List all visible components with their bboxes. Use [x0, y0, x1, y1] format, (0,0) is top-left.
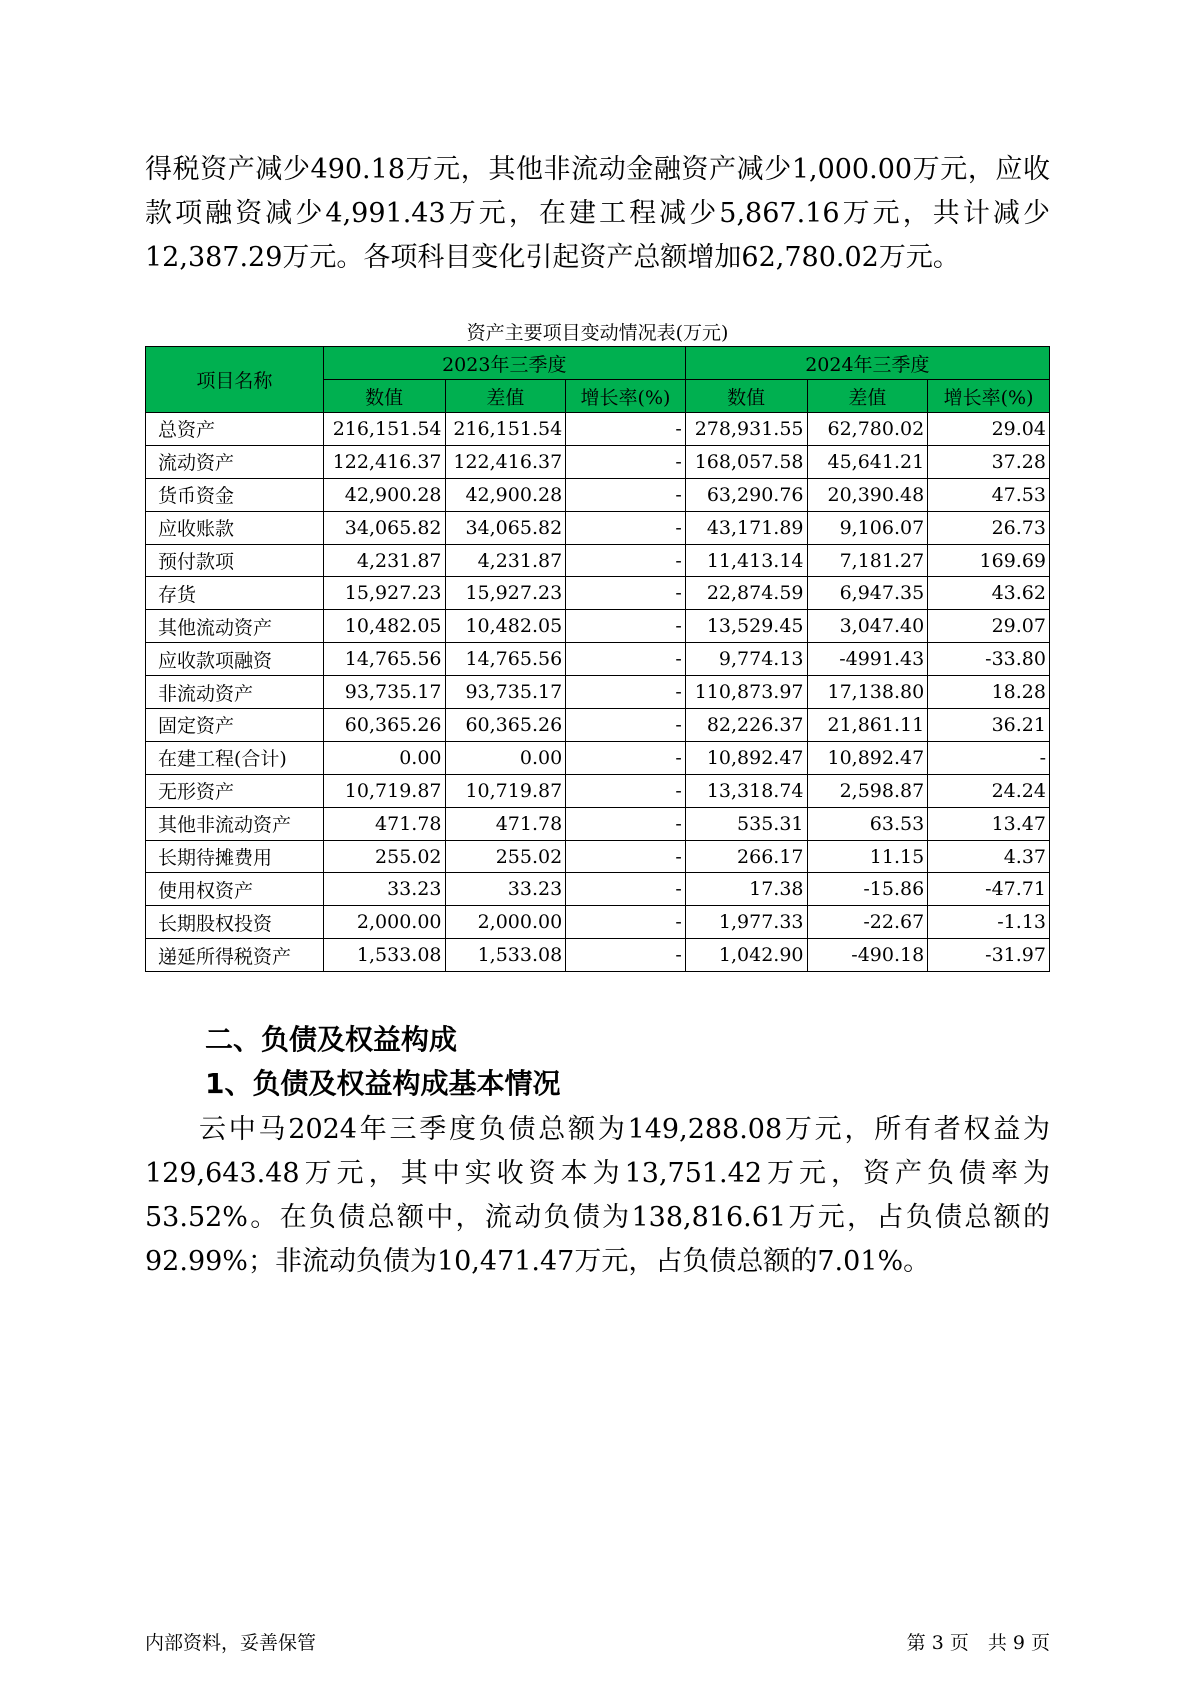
row-value-cell: 82,226.37: [685, 709, 807, 742]
table-row: [146, 906, 1050, 939]
header-period-2024q3: 2024年三季度: [685, 347, 1049, 380]
row-value-cell: -: [566, 709, 686, 742]
row-value-cell: -4991.43: [807, 643, 928, 676]
table-row: [146, 643, 1050, 676]
row-value-cell: -: [566, 906, 686, 939]
table-row: [146, 709, 1050, 742]
row-value-cell: 18.28: [928, 676, 1050, 709]
row-value-cell: 0.00: [445, 741, 566, 774]
row-value-cell: 60,365.26: [445, 709, 566, 742]
row-value-cell: 169.69: [928, 544, 1050, 577]
row-value-cell: -33.80: [928, 643, 1050, 676]
row-value-cell: -490.18: [807, 939, 928, 972]
row-value-cell: 1,042.90: [685, 939, 807, 972]
row-value-cell: -: [566, 741, 686, 774]
row-value-cell: -: [566, 511, 686, 544]
row-value-cell: 14,765.56: [445, 643, 566, 676]
row-item-name: 总资产: [146, 413, 324, 446]
row-value-cell: 63.53: [807, 807, 928, 840]
row-value-cell: 10,482.05: [445, 610, 566, 643]
row-value-cell: 535.31: [685, 807, 807, 840]
row-value-cell: 17,138.80: [807, 676, 928, 709]
row-item-name: 其他非流动资产: [146, 807, 324, 840]
row-item-name: 长期股权投资: [146, 906, 324, 939]
footer-confidential-note: 内部资料，妥善保管: [145, 1632, 317, 1654]
row-value-cell: 42,900.28: [323, 478, 445, 511]
header-value-2023: 数值: [323, 380, 445, 413]
row-value-cell: 216,151.54: [323, 413, 445, 446]
table-row: [146, 445, 1050, 478]
row-value-cell: 15,927.23: [445, 577, 566, 610]
header-diff-2024: 差值: [807, 380, 928, 413]
table-row: [146, 939, 1050, 972]
row-value-cell: -: [566, 643, 686, 676]
row-value-cell: 45,641.21: [807, 445, 928, 478]
header-value-2024: 数值: [685, 380, 807, 413]
row-value-cell: 266.17: [685, 840, 807, 873]
row-item-name: 在建工程(合计): [146, 741, 324, 774]
row-value-cell: 2,000.00: [323, 906, 445, 939]
body-paragraph-bottom: 云中马2024年三季度负债总额为149,288.08万元，所有者权益为129,643.48万元，其中实收资本为13,751.42万元，资产负债率为53.52%。在负债总额中，流动负债为138,816.61万元，占负债总额的92.99%；非流动负债为10,471.47万元，占负债总额的7.01%。: [145, 1114, 1050, 1277]
row-value-cell: 216,151.54: [445, 413, 566, 446]
row-value-cell: 24.24: [928, 774, 1050, 807]
row-value-cell: 29.07: [928, 610, 1050, 643]
table-row: [146, 610, 1050, 643]
row-item-name: 存货: [146, 577, 324, 610]
header-period-2023q3: 2023年三季度: [323, 347, 685, 380]
header-growth-2023: 增长率(%): [566, 380, 686, 413]
subsection-heading: 1、负债及权益构成基本情况: [205, 1067, 561, 1100]
table-row: [146, 840, 1050, 873]
row-value-cell: 11,413.14: [685, 544, 807, 577]
header-growth-2024: 增长率(%): [928, 380, 1050, 413]
asset-change-table: [145, 346, 1050, 972]
row-value-cell: 34,065.82: [323, 511, 445, 544]
header-diff-2023: 差值: [445, 380, 566, 413]
row-item-name: 预付款项: [146, 544, 324, 577]
row-value-cell: 10,719.87: [323, 774, 445, 807]
row-value-cell: -: [566, 445, 686, 478]
row-value-cell: 168,057.58: [685, 445, 807, 478]
row-value-cell: 13,529.45: [685, 610, 807, 643]
row-value-cell: 2,598.87: [807, 774, 928, 807]
row-item-name: 流动资产: [146, 445, 324, 478]
row-value-cell: 6,947.35: [807, 577, 928, 610]
table-row: [146, 873, 1050, 906]
body-paragraph-top: 得税资产减少490.18万元，其他非流动金融资产减少1,000.00万元，应收款项融资减少4,991.43万元，在建工程减少5,867.16万元，共计减少12,387.29万元。各项科目变化引起资产总额增加62,780.02万元。: [145, 154, 1050, 273]
table-row: [146, 676, 1050, 709]
row-value-cell: -31.97: [928, 939, 1050, 972]
row-value-cell: 47.53: [928, 478, 1050, 511]
row-value-cell: -22.67: [807, 906, 928, 939]
header-item-name: 项目名称: [146, 347, 324, 413]
row-value-cell: 255.02: [445, 840, 566, 873]
row-value-cell: -: [566, 544, 686, 577]
table-row: [146, 413, 1050, 446]
row-value-cell: 26.73: [928, 511, 1050, 544]
section-heading: 二、负债及权益构成: [205, 1023, 458, 1056]
table-row: [146, 807, 1050, 840]
row-value-cell: 20,390.48: [807, 478, 928, 511]
table-row: [146, 511, 1050, 544]
row-value-cell: 122,416.37: [323, 445, 445, 478]
row-value-cell: -: [566, 939, 686, 972]
row-value-cell: 7,181.27: [807, 544, 928, 577]
row-value-cell: 93,735.17: [445, 676, 566, 709]
row-value-cell: -: [566, 413, 686, 446]
row-value-cell: 13.47: [928, 807, 1050, 840]
row-value-cell: -15.86: [807, 873, 928, 906]
row-value-cell: 60,365.26: [323, 709, 445, 742]
row-value-cell: 13,318.74: [685, 774, 807, 807]
row-value-cell: -: [566, 807, 686, 840]
row-value-cell: 93,735.17: [323, 676, 445, 709]
row-value-cell: 1,977.33: [685, 906, 807, 939]
footer-page-number: 第 3 页 共 9 页: [906, 1632, 1050, 1654]
row-value-cell: -1.13: [928, 906, 1050, 939]
row-value-cell: -: [928, 741, 1050, 774]
row-value-cell: 42,900.28: [445, 478, 566, 511]
table-row: [146, 577, 1050, 610]
row-item-name: 长期待摊费用: [146, 840, 324, 873]
row-value-cell: -: [566, 774, 686, 807]
row-value-cell: 21,861.11: [807, 709, 928, 742]
row-value-cell: 9,774.13: [685, 643, 807, 676]
row-value-cell: 33.23: [323, 873, 445, 906]
row-value-cell: 471.78: [323, 807, 445, 840]
table-row: [146, 741, 1050, 774]
row-value-cell: 10,482.05: [323, 610, 445, 643]
table-caption: 资产主要项目变动情况表(万元): [466, 322, 729, 344]
row-value-cell: 471.78: [445, 807, 566, 840]
row-value-cell: 29.04: [928, 413, 1050, 446]
row-value-cell: 15,927.23: [323, 577, 445, 610]
row-value-cell: 4.37: [928, 840, 1050, 873]
row-value-cell: -: [566, 873, 686, 906]
row-value-cell: 278,931.55: [685, 413, 807, 446]
row-value-cell: 22,874.59: [685, 577, 807, 610]
row-value-cell: 1,533.08: [445, 939, 566, 972]
row-value-cell: 255.02: [323, 840, 445, 873]
row-value-cell: 11.15: [807, 840, 928, 873]
row-value-cell: 10,719.87: [445, 774, 566, 807]
row-value-cell: 1,533.08: [323, 939, 445, 972]
row-value-cell: 34,065.82: [445, 511, 566, 544]
row-item-name: 递延所得税资产: [146, 939, 324, 972]
row-value-cell: 3,047.40: [807, 610, 928, 643]
table-row: [146, 774, 1050, 807]
row-value-cell: 4,231.87: [445, 544, 566, 577]
row-value-cell: 10,892.47: [807, 741, 928, 774]
row-value-cell: 9,106.07: [807, 511, 928, 544]
row-value-cell: -: [566, 610, 686, 643]
row-value-cell: 63,290.76: [685, 478, 807, 511]
row-value-cell: 62,780.02: [807, 413, 928, 446]
row-value-cell: -: [566, 840, 686, 873]
row-value-cell: -: [566, 577, 686, 610]
row-value-cell: -: [566, 676, 686, 709]
row-value-cell: 4,231.87: [323, 544, 445, 577]
row-item-name: 固定资产: [146, 709, 324, 742]
row-value-cell: 36.21: [928, 709, 1050, 742]
row-value-cell: 37.28: [928, 445, 1050, 478]
row-item-name: 非流动资产: [146, 676, 324, 709]
row-value-cell: 43,171.89: [685, 511, 807, 544]
row-value-cell: 14,765.56: [323, 643, 445, 676]
row-value-cell: 17.38: [685, 873, 807, 906]
row-item-name: 其他流动资产: [146, 610, 324, 643]
table-body: [146, 413, 1050, 972]
row-value-cell: 33.23: [445, 873, 566, 906]
table-row: [146, 478, 1050, 511]
row-item-name: 无形资产: [146, 774, 324, 807]
row-value-cell: 122,416.37: [445, 445, 566, 478]
row-item-name: 使用权资产: [146, 873, 324, 906]
row-value-cell: -: [566, 478, 686, 511]
row-value-cell: 10,892.47: [685, 741, 807, 774]
row-item-name: 应收款项融资: [146, 643, 324, 676]
row-value-cell: 0.00: [323, 741, 445, 774]
row-item-name: 应收账款: [146, 511, 324, 544]
row-value-cell: 43.62: [928, 577, 1050, 610]
table-row: [146, 544, 1050, 577]
row-item-name: 货币资金: [146, 478, 324, 511]
row-value-cell: 2,000.00: [445, 906, 566, 939]
row-value-cell: 110,873.97: [685, 676, 807, 709]
row-value-cell: -47.71: [928, 873, 1050, 906]
